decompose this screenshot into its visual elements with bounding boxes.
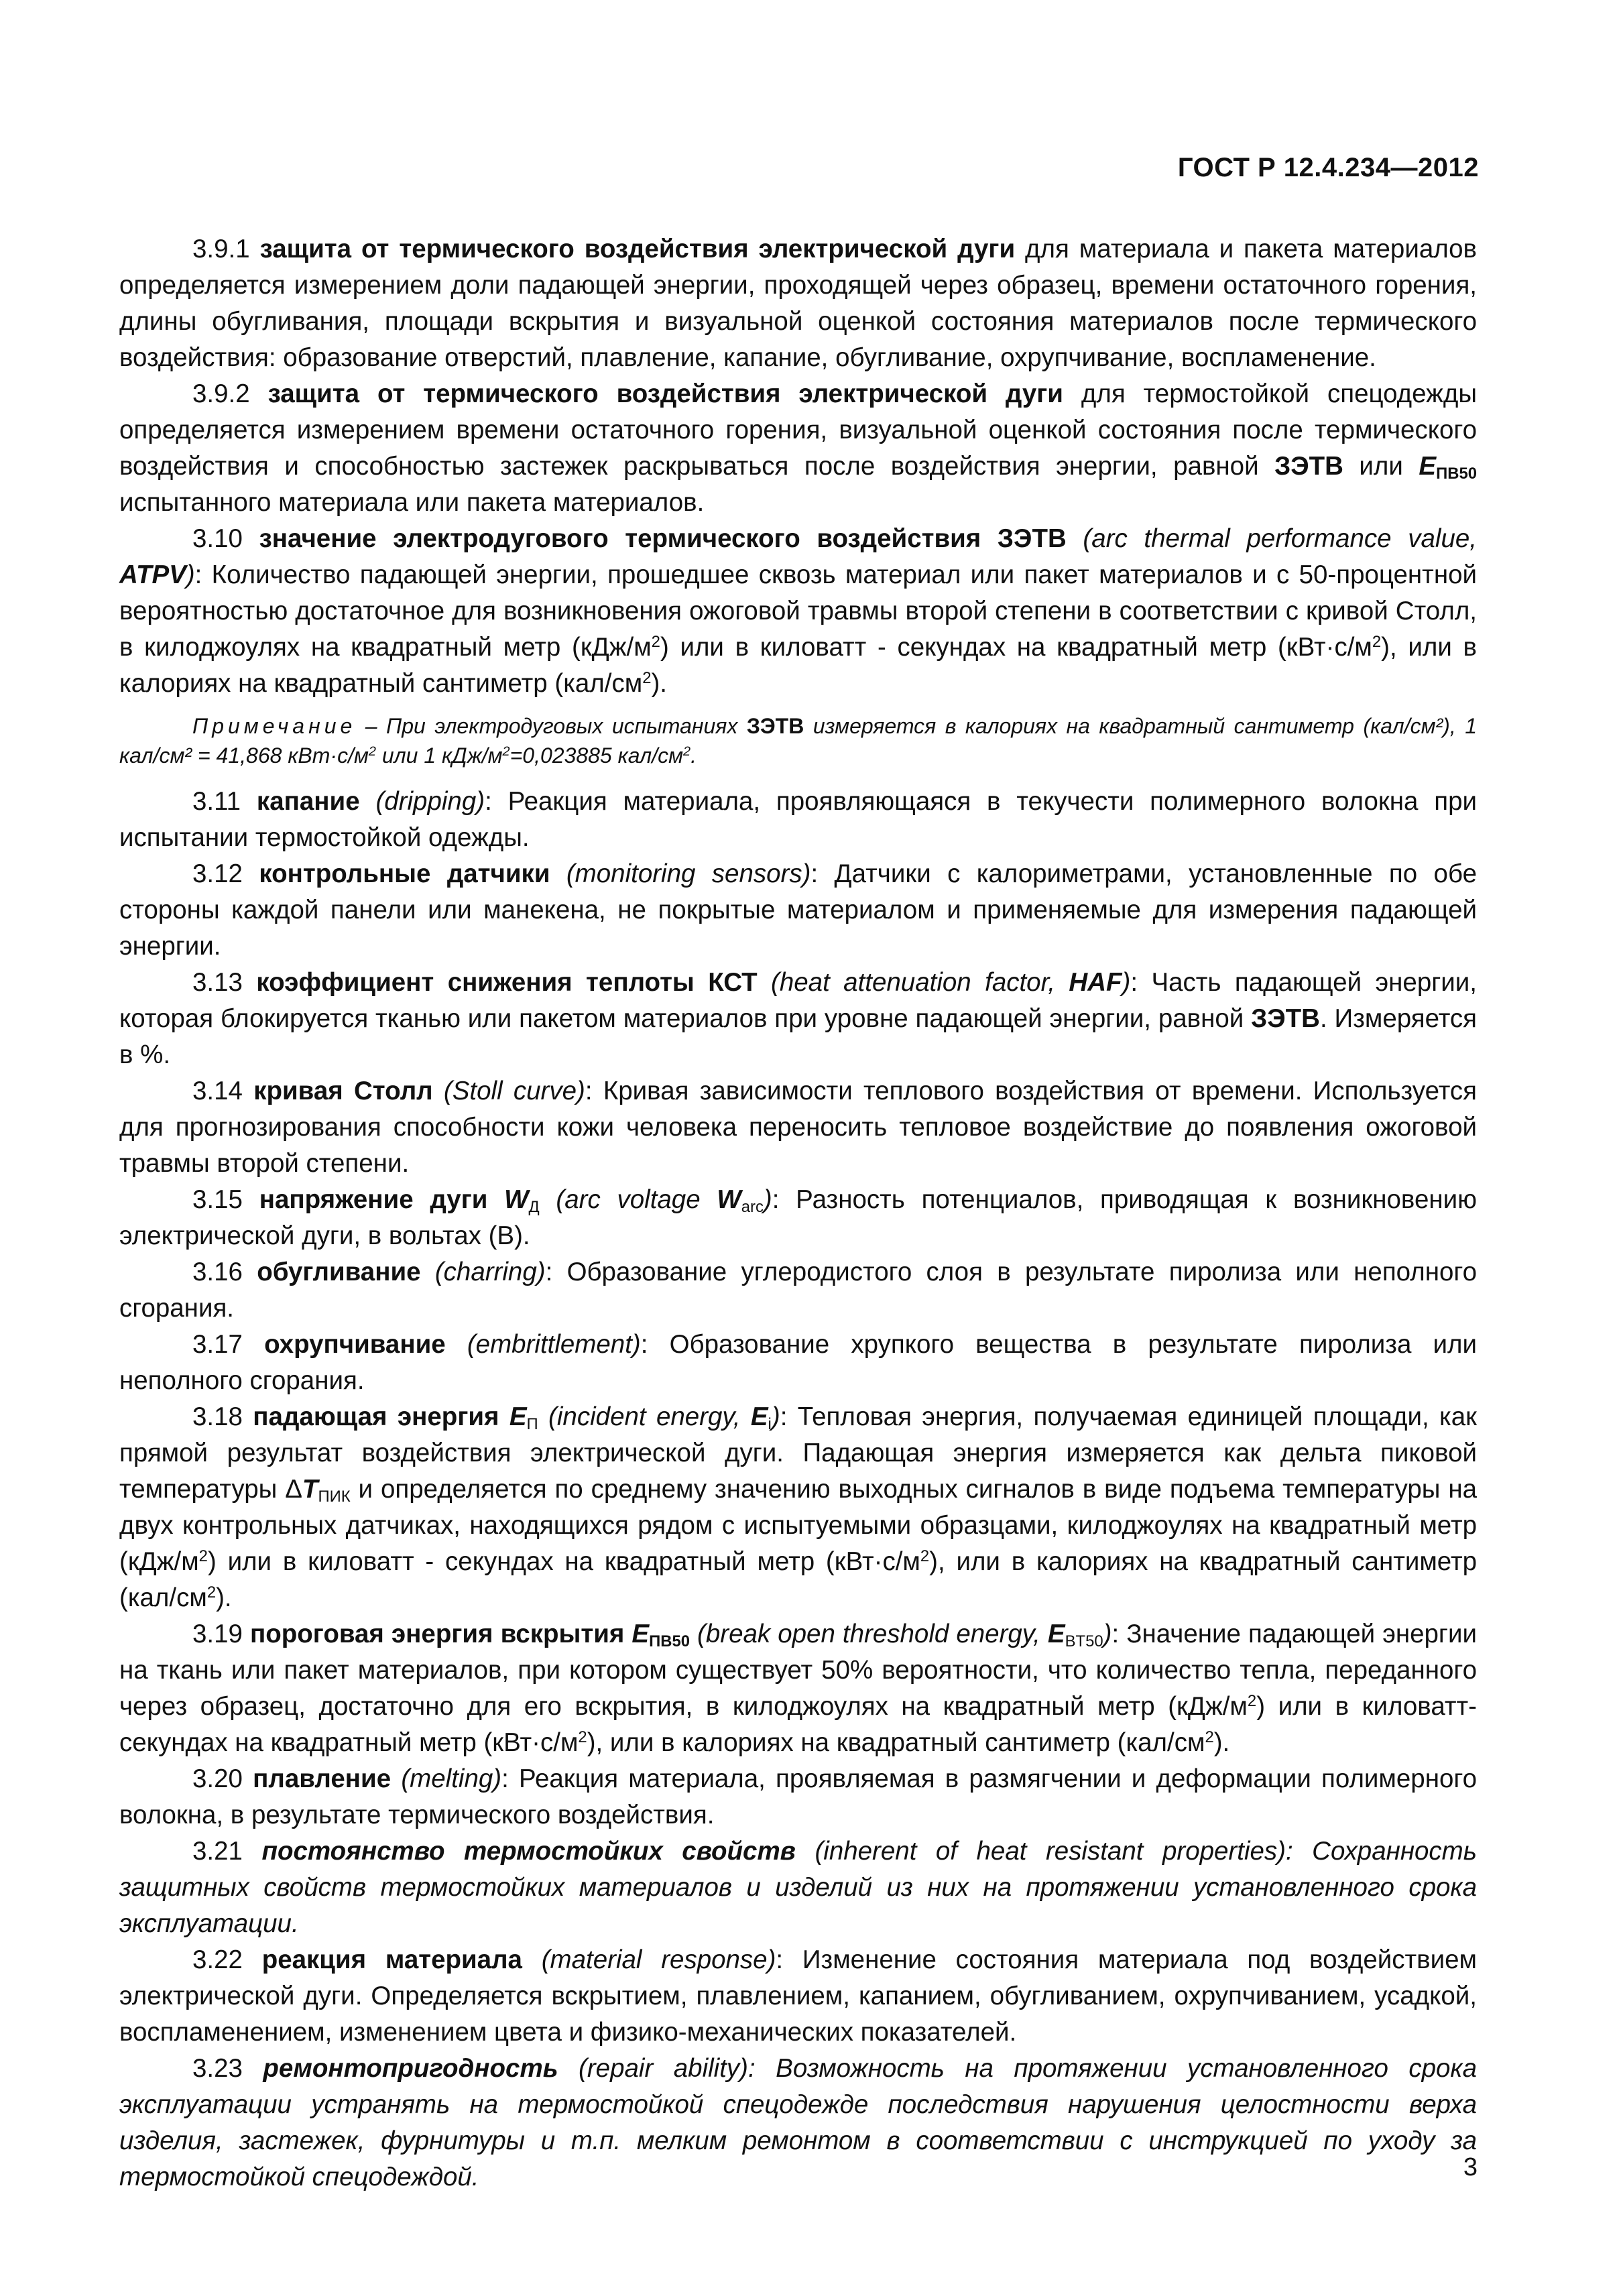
- abbr-zetv: ЗЭТВ: [746, 714, 804, 738]
- definition-text: : Сохранность защитных свойств термостойких материалов и изделий из них на протяжении установленного срока эксплуатации.: [119, 1837, 1477, 1938]
- definition-text: ) или в киловатт-секундах на квадратный метр (кВт·с/м: [119, 1692, 1477, 1757]
- english-term-close: ): [771, 1402, 780, 1431]
- definition-text: : Разность потенциалов, приводящая к возникновению электрической дуги, в вольтах (В).: [119, 1185, 1477, 1250]
- paragraph-3-17: [119, 1327, 1477, 1399]
- superscript: 2: [642, 668, 652, 687]
- note-text: – При электродуговых испытаниях: [356, 714, 747, 738]
- note-text: измеряется в калориях на квадратный сантиметр (кал/см²), 1 кал/см² = 41,868 кВт·с/м: [119, 714, 1477, 768]
- paragraph-3-19: [119, 1616, 1477, 1761]
- definition-text: ), или в калориях на квадратный сантиметр (кал/см: [119, 633, 1478, 698]
- english-term: (arc thermal performance value,: [1066, 524, 1477, 553]
- definition-text: : Значение падающей энергии на ткань или пакет материалов, при котором существует 50% вероятности, что количество тепла, переданного через образец, достаточно для его вскрытия, в килоджоулях на квадратный метр (кДж/м: [119, 1620, 1477, 1721]
- paragraph-3-12: [119, 856, 1477, 965]
- definition-text: : Реакция материала, проявляемая в размягчении и деформации полимерного волокна, в результате термического воздействия.: [119, 1764, 1477, 1829]
- symbol-subscript: ПВ50: [1436, 464, 1477, 483]
- term: ремонтопригодность: [263, 2054, 558, 2083]
- superscript: 2: [578, 1728, 587, 1746]
- term: постоянство термостойких свойств: [261, 1837, 796, 1866]
- symbol-subscript: П: [526, 1414, 538, 1433]
- english-term: (heat attenuation factor,: [757, 968, 1069, 997]
- definition-text: ).: [651, 669, 668, 698]
- symbol-e: E: [1047, 1620, 1065, 1648]
- paragraph-3-16: [119, 1254, 1477, 1327]
- term: напряжение дуги: [259, 1185, 505, 1214]
- superscript: 2: [502, 744, 510, 760]
- symbol-subscript: ПИК: [318, 1487, 351, 1506]
- paragraph-3-18: [119, 1399, 1477, 1616]
- paragraph-3-21: [119, 1833, 1477, 1942]
- clause-number: 3.9.1: [192, 235, 260, 263]
- symbol-subscript: arc: [741, 1197, 764, 1216]
- term: кривая Столл: [253, 1077, 433, 1105]
- english-term: (incident energy,: [538, 1402, 751, 1431]
- definition-text: ).: [1213, 1728, 1230, 1757]
- paragraph-3-11: [119, 784, 1477, 856]
- term: охрупчивание: [264, 1330, 446, 1359]
- definition-text: и определяется по среднему значению выходных сигналов в виде подъема температуры на двух контрольных датчиках, находящихся рядом с испытуемыми образцами, килоджоулях на квадратный метр (кДж/м: [119, 1475, 1478, 1576]
- clause-number: 3.14: [192, 1077, 254, 1105]
- paragraph-3-22: [119, 1942, 1477, 2051]
- clause-number: 3.9.2: [192, 379, 268, 408]
- english-term: (inherent of heat resistant properties): [795, 1837, 1286, 1866]
- superscript: 2: [1205, 1728, 1214, 1746]
- term: контрольные датчики: [259, 859, 550, 888]
- term: пороговая энергия вскрытия: [249, 1620, 632, 1648]
- definition-text: . Измеряется в %.: [119, 1004, 1478, 1069]
- english-term-close: ): [763, 1185, 772, 1214]
- superscript: 2: [368, 744, 376, 760]
- definition-text: : Датчики с калориметрами, установленные по обе стороны каждой панели или манекена, не покрытые материалом и применяемые для измерения падающей энергии.: [119, 859, 1477, 961]
- superscript: 2: [206, 1583, 217, 1602]
- symbol-e: E: [632, 1620, 650, 1648]
- note-text: .: [690, 743, 697, 768]
- abbr-zetv: ЗЭТВ: [1274, 452, 1343, 481]
- clause-number: 3.15: [192, 1185, 259, 1214]
- english-term: (embrittlement): [445, 1330, 641, 1359]
- document-body: [119, 231, 1477, 2195]
- clause-number: 3.10: [192, 524, 259, 553]
- clause-number: 3.16: [192, 1258, 257, 1286]
- page-number: 3: [1463, 2153, 1478, 2181]
- note-text: или 1 кДж/м: [375, 743, 503, 768]
- superscript: 2: [683, 744, 691, 760]
- clause-number: 3.21: [192, 1837, 262, 1866]
- english-term: (charring): [420, 1258, 546, 1286]
- english-term: (repair ability): [558, 2054, 748, 2083]
- note-label: Примечание: [192, 714, 357, 738]
- superscript: 2: [920, 1547, 930, 1565]
- clause-number: 3.12: [192, 859, 259, 888]
- symbol-subscript: i: [768, 1414, 772, 1433]
- english-abbr: HAF: [1069, 968, 1122, 997]
- english-term-close: ): [1103, 1620, 1112, 1648]
- definition-text: : Кривая зависимости теплового воздействия от времени. Используется для прогнозирования способности кожи человека переносить тепловое воздействие до появления ожоговой травмы второй степени.: [119, 1077, 1478, 1178]
- english-term: (melting): [391, 1764, 502, 1793]
- symbol-subscript: BT50: [1065, 1632, 1103, 1650]
- symbol-w: W: [504, 1185, 529, 1214]
- definition-text: : Образование хрупкого вещества в результате пиролиза или неполного сгорания.: [119, 1330, 1478, 1395]
- english-term: (dripping): [359, 787, 485, 816]
- english-term: (Stoll curve): [432, 1077, 585, 1105]
- paragraph-3-13: [119, 965, 1477, 1073]
- english-term: (arc voltage: [539, 1185, 717, 1214]
- term: капание: [256, 787, 360, 816]
- definition-text: : Изменение состояния материала под воздействием электрической дуги. Определяется вскрытием, плавлением, капанием, обугливанием, охрупчиванием, усадкой, воспламенением, изменением цвета и физико-механических показателей.: [119, 1945, 1477, 2047]
- term: плавление: [253, 1764, 392, 1793]
- definition-text: для материала и пакета материалов определяется измерением доли падающей энергии, проходящей через образец, времени остаточного горения, длины обугливания, площади вскрытия и визуальной оценкой состояния материалов после термического воздействия: образование отверстий, плавление, капание, обугливание, охрупчивание, воспламенение.: [119, 235, 1477, 372]
- definition-text: : Часть падающей энергии, которая блокируется тканью или пакетом материалов при уровне падающей энергии, равной: [119, 968, 1477, 1033]
- definition-text: ), или в калориях на квадратный сантиметр (кал/см: [119, 1547, 1477, 1612]
- paragraph-3-14: [119, 1073, 1477, 1182]
- superscript: 2: [1372, 632, 1382, 651]
- definition-text: ) или в киловатт - секундах на квадратный метр (кВт·с/м: [660, 633, 1372, 662]
- delta-symbol: Δ: [285, 1475, 302, 1504]
- english-term-close: ): [1122, 968, 1131, 997]
- document-code-header: ГОСТ Р 12.4.234—2012: [1177, 153, 1479, 182]
- symbol-subscript: Д: [528, 1197, 540, 1216]
- english-abbr: ATPV: [119, 560, 186, 589]
- english-term: (monitoring sensors): [550, 859, 811, 888]
- term: значение электродугового термического воздействия ЗЭТВ: [259, 524, 1067, 553]
- paragraph-3-9-2: [119, 376, 1477, 521]
- clause-number: 3.11: [192, 787, 257, 816]
- term: коэффициент снижения теплоты КСТ: [256, 968, 758, 997]
- clause-number: 3.20: [192, 1764, 253, 1793]
- english-term-close: ): [186, 560, 195, 589]
- clause-number: 3.18: [192, 1402, 253, 1431]
- definition-text: ) или в киловатт - секундах на квадратный метр (кВт·с/м: [207, 1547, 920, 1576]
- abbr-zetv: ЗЭТВ: [1251, 1004, 1320, 1033]
- superscript: 2: [651, 632, 660, 651]
- term: защита от термического воздействия электрической дуги: [267, 379, 1063, 408]
- superscript: 2: [198, 1547, 208, 1565]
- paragraph-3-9-1: [119, 231, 1477, 376]
- term: обугливание: [257, 1258, 421, 1286]
- term: реакция материала: [261, 1945, 522, 1974]
- term: защита от термического воздействия электрической дуги: [259, 235, 1016, 263]
- definition-text: : Образование углеродистого слоя в результате пиролиза или неполного сгорания.: [119, 1258, 1477, 1323]
- symbol-e: E: [509, 1402, 527, 1431]
- clause-number: 3.19: [192, 1620, 250, 1648]
- paragraph-3-20: [119, 1761, 1477, 1833]
- symbol-w: W: [717, 1185, 741, 1214]
- definition-text: : Тепловая энергия, получаемая единицей площади, как прямой результат воздействия электрической дуги. Падающая энергия измеряется как дельта пиковой температуры: [119, 1402, 1477, 1504]
- definition-text: : Возможность на протяжении установленного срока эксплуатации устранять на термостойкой спецодежде последствия нарушения целостности верха изделия, застежек, фурнитуры и т.п. мелким ремонтом в соответствии с инструкцией по уходу за термостойкой спецодеждой.: [119, 2054, 1477, 2191]
- clause-number: 3.23: [192, 2054, 263, 2083]
- paragraph-3-10: [119, 521, 1477, 702]
- definition-text: или: [1343, 452, 1419, 481]
- definition-text: : Реакция материала, проявляющаяся в текучести полимерного волокна при испытании термостойкой одежды.: [119, 787, 1477, 852]
- note-text: =0,023885 кал/см: [509, 743, 684, 768]
- superscript: 2: [1247, 1691, 1257, 1710]
- symbol-subscript: ПВ50: [649, 1632, 690, 1650]
- definition-text: для термостойкой спецодежды определяется измерением времени остаточного горения, визуальной оценкой состояния после термического воздействия и способностью застежек раскрываться после воздействия энергии, равной: [119, 379, 1478, 481]
- clause-number: 3.17: [192, 1330, 265, 1359]
- definition-text: испытанного материала или пакета материалов.: [119, 488, 705, 517]
- symbol-e: E: [1419, 452, 1437, 481]
- english-term: (break open threshold energy,: [690, 1620, 1048, 1648]
- symbol-t: T: [302, 1475, 318, 1504]
- symbol-e: E: [750, 1402, 768, 1431]
- definition-text: : Количество падающей энергии, прошедшее сквозь материал или пакет материалов и с 50-процентной вероятностью достаточное для возникновения ожоговой травмы второй степени в соответствии с кривой Столл, в килоджоулях на квадратный метр (кДж/м: [119, 560, 1477, 662]
- clause-number: 3.13: [192, 968, 257, 997]
- note-paragraph: [119, 711, 1477, 770]
- definition-text: ).: [216, 1583, 232, 1612]
- clause-number: 3.22: [192, 1945, 262, 1974]
- paragraph-3-23: [119, 2051, 1477, 2195]
- term: падающая энергия: [253, 1402, 509, 1431]
- definition-text: ), или в калориях на квадратный сантиметр (кал/см: [587, 1728, 1205, 1757]
- paragraph-3-15: [119, 1182, 1477, 1254]
- english-term: (material response): [522, 1945, 776, 1974]
